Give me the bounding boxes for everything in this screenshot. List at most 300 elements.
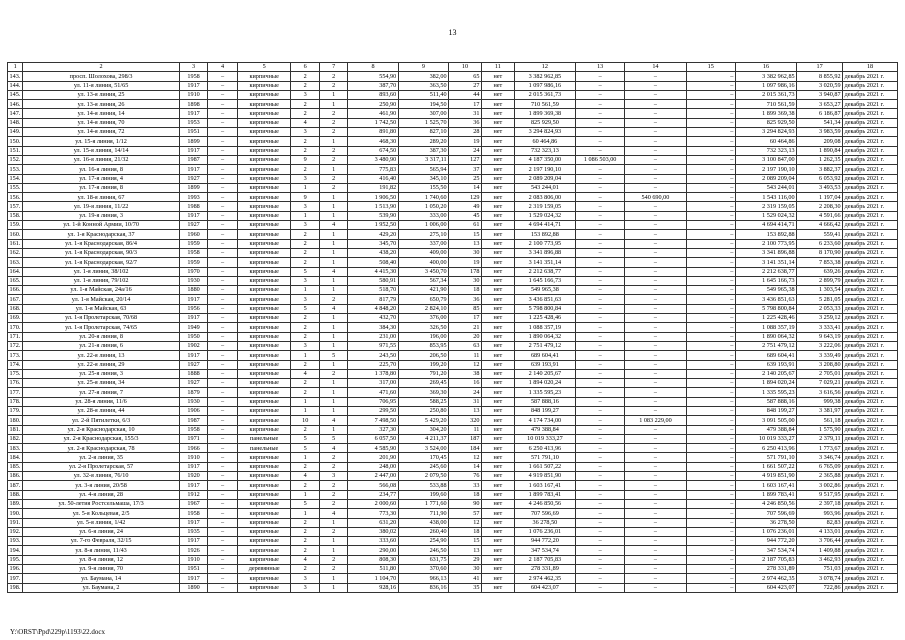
table-cell: ул. 17-я линия, 8 — [23, 183, 180, 192]
table-row — [8, 555, 898, 564]
table-cell: 197. — [8, 574, 23, 583]
table-cell: кирпичные — [237, 406, 291, 415]
table-cell: 639 193,91 — [735, 360, 796, 369]
table-cell: – — [208, 90, 238, 99]
table-cell: 689 604,41 — [514, 351, 575, 360]
table-cell: 1958 — [179, 509, 207, 518]
table-cell: панельные — [237, 444, 291, 453]
table-cell: 588,25 — [398, 397, 448, 406]
table-cell: нет — [481, 499, 514, 508]
table-cell: 1 — [319, 202, 347, 211]
table-cell: 2 — [319, 555, 347, 564]
table-cell: 1 083 229,00 — [625, 416, 686, 425]
table-cell: – — [208, 499, 238, 508]
table-cell: 248,00 — [348, 462, 398, 471]
table-cell: 944 772,20 — [735, 537, 796, 546]
table-cell: ул. 13-я линия, 25 — [23, 90, 180, 99]
table-cell: 149. — [8, 128, 23, 137]
table-cell: декабрь 2021 г. — [843, 397, 898, 406]
table-cell: – — [208, 211, 238, 220]
table-cell: – — [625, 248, 686, 257]
table-cell: – — [686, 472, 735, 481]
table-cell: 1917 — [179, 81, 207, 90]
table-cell: 587 888,16 — [735, 397, 796, 406]
table-cell: 817,79 — [348, 295, 398, 304]
table-cell: 2 — [291, 379, 319, 388]
table-cell: декабрь 2021 г. — [843, 425, 898, 434]
table-cell: 5 — [291, 444, 319, 453]
table-cell: 14 — [449, 462, 482, 471]
table-cell: – — [576, 341, 625, 350]
table-cell: – — [625, 221, 686, 230]
table-cell: нет — [481, 155, 514, 164]
table-cell: – — [625, 360, 686, 369]
table-cell: 1 — [291, 286, 319, 295]
table-cell: 1879 — [179, 388, 207, 397]
table-cell: 706,95 — [348, 397, 398, 406]
table-cell: – — [686, 100, 735, 109]
table-cell: 172. — [8, 341, 23, 350]
table-cell: нет — [481, 248, 514, 257]
table-cell: – — [625, 230, 686, 239]
table-cell: 1 890 064,32 — [514, 332, 575, 341]
table-cell: 198. — [8, 583, 23, 592]
table-cell: декабрь 2021 г. — [843, 518, 898, 527]
table-cell: декабрь 2021 г. — [843, 81, 898, 90]
table-cell: 511,40 — [398, 90, 448, 99]
table-cell: 1951 — [179, 128, 207, 137]
table-cell: 571 791,10 — [735, 453, 796, 462]
table-row — [8, 72, 898, 81]
table-cell: кирпичные — [237, 211, 291, 220]
table-cell: 438,00 — [398, 518, 448, 527]
table-cell: 181. — [8, 425, 23, 434]
table-cell: 1 — [319, 379, 347, 388]
table-cell: 4 — [319, 267, 347, 276]
table-cell: 178 — [449, 267, 482, 276]
table-cell: – — [208, 351, 238, 360]
table-cell: 3 — [319, 472, 347, 481]
table-cell: 2 365,88 — [797, 472, 843, 481]
table-cell: – — [625, 397, 686, 406]
table-cell: ул. 8-я линия, 12 — [23, 555, 180, 564]
table-cell: – — [576, 118, 625, 127]
table-cell: 710 561,59 — [514, 100, 575, 109]
table-cell: кирпичные — [237, 72, 291, 81]
table-cell: 186. — [8, 472, 23, 481]
table-cell: 1966 — [179, 444, 207, 453]
table-cell: – — [686, 183, 735, 192]
table-cell: 4 — [319, 444, 347, 453]
table-cell: – — [686, 397, 735, 406]
table-cell: ул. 2-я Краснодарская, 78 — [23, 444, 180, 453]
table-cell: – — [625, 109, 686, 118]
table-cell: 543 244,01 — [514, 183, 575, 192]
table-cell: 189. — [8, 499, 23, 508]
table-cell: декабрь 2021 г. — [843, 388, 898, 397]
table-cell: 20 — [449, 332, 482, 341]
table-cell: – — [576, 351, 625, 360]
table-cell: ул. 20-я линия, 8 — [23, 332, 180, 341]
table-cell: 2 974 462,35 — [735, 574, 796, 583]
table-cell: – — [208, 174, 238, 183]
table-cell: – — [625, 527, 686, 536]
table-cell: 1 — [319, 518, 347, 527]
table-cell: ул. 25-я линия, 34 — [23, 379, 180, 388]
table-cell: 1888 — [179, 369, 207, 378]
table-cell: 4 919 851,90 — [514, 472, 575, 481]
table-cell: – — [208, 202, 238, 211]
table-cell: – — [576, 537, 625, 546]
table-cell: – — [208, 546, 238, 555]
table-cell: – — [208, 444, 238, 453]
table-cell: 1 225 428,46 — [735, 314, 796, 323]
table-cell: 3 002,86 — [797, 481, 843, 490]
table-cell: – — [686, 118, 735, 127]
table-cell: 2 — [291, 546, 319, 555]
table-cell: – — [576, 295, 625, 304]
table-cell: – — [625, 509, 686, 518]
table-cell: декабрь 2021 г. — [843, 90, 898, 99]
table-cell: кирпичные — [237, 109, 291, 118]
table-cell: кирпичные — [237, 574, 291, 583]
table-cell: – — [208, 369, 238, 378]
table-cell: 2 — [319, 109, 347, 118]
table-row — [8, 295, 898, 304]
table-cell: 1951 — [179, 565, 207, 574]
table-cell: – — [208, 490, 238, 499]
table-cell: – — [625, 453, 686, 462]
table-cell: декабрь 2021 г. — [843, 583, 898, 592]
table-cell: 153 892,88 — [514, 230, 575, 239]
column-number-14: 14 — [625, 63, 686, 72]
table-cell: – — [576, 481, 625, 490]
table-cell: – — [686, 211, 735, 220]
table-cell: кирпичные — [237, 286, 291, 295]
column-number-11: 11 — [481, 63, 514, 72]
table-cell: 2 — [291, 388, 319, 397]
table-cell: – — [625, 72, 686, 81]
table-cell: 1 104,70 — [348, 574, 398, 583]
table-cell: 45 — [449, 211, 482, 220]
table-cell: 188. — [8, 490, 23, 499]
table-body — [8, 72, 898, 593]
table-cell: 2 — [319, 295, 347, 304]
table-cell: 566,08 — [348, 481, 398, 490]
table-cell: 1 543 116,00 — [735, 193, 796, 202]
table-cell: – — [686, 221, 735, 230]
table-cell: ул. 1-я Майская, 63 — [23, 304, 180, 313]
table-cell: 2 089 209,04 — [514, 174, 575, 183]
table-cell: 1 076 236,01 — [514, 527, 575, 536]
table-cell: 1 603 167,41 — [514, 481, 575, 490]
table-cell: 1949 — [179, 323, 207, 332]
table-cell: – — [625, 574, 686, 583]
table-cell: 1 — [291, 183, 319, 192]
table-cell: – — [625, 406, 686, 415]
table-cell: – — [208, 276, 238, 285]
table-cell: 1 890 064,32 — [735, 332, 796, 341]
table-cell: 944 772,20 — [514, 537, 575, 546]
table-cell: 732 323,13 — [735, 146, 796, 155]
table-cell: 347 534,74 — [514, 546, 575, 555]
column-number-12: 12 — [514, 63, 575, 72]
table-cell: нет — [481, 165, 514, 174]
table-row — [8, 434, 898, 443]
table-cell: 554,90 — [348, 72, 398, 81]
table-cell: 1 335 595,23 — [514, 388, 575, 397]
table-cell: 6 250 413,96 — [514, 444, 575, 453]
table-cell: 150. — [8, 137, 23, 146]
table-cell: 5 798 800,84 — [735, 304, 796, 313]
table-cell: – — [208, 425, 238, 434]
table-cell: ул. 14-я линия, 70 — [23, 118, 180, 127]
table-cell: ул. 25-я линия, 3 — [23, 369, 180, 378]
table-cell: 199,20 — [398, 360, 448, 369]
table-row — [8, 165, 898, 174]
table-cell: 191,82 — [348, 183, 398, 192]
table-cell: – — [625, 118, 686, 127]
table-cell: 304,20 — [398, 425, 448, 434]
table-cell: 1 899 369,38 — [514, 109, 575, 118]
table-cell: нет — [481, 462, 514, 471]
table-cell: нет — [481, 323, 514, 332]
table-row — [8, 276, 898, 285]
table-row — [8, 174, 898, 183]
table-cell: 1 — [319, 100, 347, 109]
table-cell: 1890 — [179, 583, 207, 592]
table-cell: – — [576, 109, 625, 118]
table-cell: – — [686, 341, 735, 350]
column-number-18: 18 — [843, 63, 898, 72]
table-cell: нет — [481, 137, 514, 146]
table-cell: 17 — [449, 100, 482, 109]
table-cell: 2 — [291, 527, 319, 536]
table-cell: нет — [481, 183, 514, 192]
table-row — [8, 304, 898, 313]
table-cell: декабрь 2021 г. — [843, 323, 898, 332]
table-cell: 1917 — [179, 295, 207, 304]
table-cell: нет — [481, 341, 514, 350]
table-row — [8, 444, 898, 453]
table-cell: 751,03 — [797, 565, 843, 574]
table-cell: 3 141 351,14 — [735, 258, 796, 267]
table-cell: 145. — [8, 90, 23, 99]
table-cell: 4 919 851,90 — [735, 472, 796, 481]
table-cell: ул. 2-й Пятилетки, 6/3 — [23, 416, 180, 425]
table-cell: – — [686, 490, 735, 499]
table-cell: 184 — [449, 444, 482, 453]
table-cell: ул. Баумана, 14 — [23, 574, 180, 583]
table-cell: 993,96 — [797, 509, 843, 518]
table-cell: нет — [481, 472, 514, 481]
table-cell: ул. 17-я линия, 4 — [23, 174, 180, 183]
table-cell: 326,50 — [398, 323, 448, 332]
table-cell: 151. — [8, 146, 23, 155]
table-cell: – — [686, 314, 735, 323]
table-cell: кирпичные — [237, 314, 291, 323]
table-cell: 2 — [319, 490, 347, 499]
table-cell: 9 643,19 — [797, 332, 843, 341]
table-cell: кирпичные — [237, 230, 291, 239]
table-cell: кирпичные — [237, 462, 291, 471]
column-number-1: 1 — [8, 63, 23, 72]
table-cell: 10 — [291, 416, 319, 425]
table-row — [8, 248, 898, 257]
table-cell: 4 211,37 — [398, 434, 448, 443]
table-cell: – — [625, 314, 686, 323]
table-cell: – — [576, 379, 625, 388]
table-cell: 1 — [319, 193, 347, 202]
table-cell: 1917 — [179, 109, 207, 118]
table-cell: – — [576, 546, 625, 555]
table-cell: 1927 — [179, 221, 207, 230]
column-number-4: 4 — [208, 63, 238, 72]
table-cell: 174. — [8, 360, 23, 369]
table-cell: 269,45 — [398, 379, 448, 388]
table-cell: декабрь 2021 г. — [843, 499, 898, 508]
table-cell: 639 193,91 — [514, 360, 575, 369]
table-cell: – — [686, 155, 735, 164]
table-cell: декабрь 2021 г. — [843, 332, 898, 341]
table-cell: декабрь 2021 г. — [843, 230, 898, 239]
table-cell: кирпичные — [237, 546, 291, 555]
table-cell: декабрь 2021 г. — [843, 462, 898, 471]
table-cell: 1 771,60 — [398, 499, 448, 508]
table-cell: нет — [481, 406, 514, 415]
table-cell: 1967 — [179, 499, 207, 508]
table-cell: 1912 — [179, 490, 207, 499]
table-cell: 49 — [449, 202, 482, 211]
table-cell: 60 464,86 — [514, 137, 575, 146]
table-cell: 154. — [8, 174, 23, 183]
table-cell: – — [576, 388, 625, 397]
table-cell: 82,83 — [797, 518, 843, 527]
table-cell: 191. — [8, 518, 23, 527]
table-cell: ул. 22-я линия, 29 — [23, 360, 180, 369]
table-cell: – — [686, 434, 735, 443]
table-cell: нет — [481, 490, 514, 499]
table-cell: 1953 — [179, 118, 207, 127]
table-row — [8, 425, 898, 434]
table-cell: – — [576, 221, 625, 230]
table-cell: 1917 — [179, 481, 207, 490]
table-cell: 1910 — [179, 555, 207, 564]
table-cell: 3 436 851,63 — [735, 295, 796, 304]
table-cell: – — [686, 574, 735, 583]
table-cell: 2 140 205,67 — [735, 369, 796, 378]
table-row — [8, 267, 898, 276]
table-cell: 5 429,20 — [398, 416, 448, 425]
table-cell: 12 — [449, 360, 482, 369]
table-cell: 333,00 — [398, 211, 448, 220]
table-cell: 19 — [449, 137, 482, 146]
table-cell: – — [576, 100, 625, 109]
table-cell: 2 824,10 — [398, 304, 448, 313]
table-cell: 2 083 806,00 — [514, 193, 575, 202]
table-cell: 363,50 — [398, 81, 448, 90]
table-cell: 153. — [8, 165, 23, 174]
table-cell: – — [625, 481, 686, 490]
table-cell: 61 — [449, 221, 482, 230]
table-cell: 152. — [8, 155, 23, 164]
table-cell: 1930 — [179, 276, 207, 285]
table-cell: нет — [481, 146, 514, 155]
table-cell: 3 — [291, 174, 319, 183]
table-cell: 1927 — [179, 360, 207, 369]
table-cell: – — [208, 221, 238, 230]
table-cell: 1 899 783,41 — [514, 490, 575, 499]
table-cell: 3 382 962,85 — [735, 72, 796, 81]
table-cell: – — [625, 211, 686, 220]
table-cell: 580,91 — [348, 276, 398, 285]
table-cell: 891,80 — [348, 128, 398, 137]
table-cell: кирпичные — [237, 388, 291, 397]
table-cell: 4 — [291, 118, 319, 127]
table-cell: 144. — [8, 81, 23, 90]
table-cell: – — [576, 286, 625, 295]
table-cell: декабрь 2021 г. — [843, 128, 898, 137]
table-cell: 1 773,67 — [797, 444, 843, 453]
table-cell: ул. 1-я линия, 38/102 — [23, 267, 180, 276]
table-cell: декабрь 2021 г. — [843, 267, 898, 276]
table-cell: 1960 — [179, 230, 207, 239]
table-cell: 1 — [319, 583, 347, 592]
table-cell: 1 529 024,32 — [514, 211, 575, 220]
table-cell: деревянные — [237, 565, 291, 574]
table-cell: 1 952,50 — [348, 221, 398, 230]
table-cell: 194. — [8, 546, 23, 555]
table-cell: – — [686, 546, 735, 555]
table-cell: – — [686, 304, 735, 313]
table-cell: – — [686, 137, 735, 146]
table-cell: 3 341 896,88 — [514, 248, 575, 257]
table-cell: нет — [481, 286, 514, 295]
table-cell: 190. — [8, 509, 23, 518]
table-cell: 1 — [319, 406, 347, 415]
table-cell: 299,50 — [348, 406, 398, 415]
table-cell: 461,90 — [348, 109, 398, 118]
table-cell: кирпичные — [237, 221, 291, 230]
table-cell: 631,75 — [398, 555, 448, 564]
table-row — [8, 332, 898, 341]
table-cell: – — [576, 174, 625, 183]
table-cell: – — [208, 397, 238, 406]
table-cell: кирпичные — [237, 499, 291, 508]
table-cell: 158. — [8, 211, 23, 220]
table-cell: – — [208, 146, 238, 155]
column-number-8: 8 — [348, 63, 398, 72]
table-cell: – — [576, 360, 625, 369]
table-cell: 2 100 773,95 — [514, 239, 575, 248]
table-cell: – — [686, 369, 735, 378]
table-cell: 518,70 — [348, 286, 398, 295]
table-cell: 13 — [449, 239, 482, 248]
table-cell: 2 212 638,77 — [735, 267, 796, 276]
table-cell: декабрь 2021 г. — [843, 351, 898, 360]
table-cell: 2 — [291, 518, 319, 527]
table-cell: нет — [481, 546, 514, 555]
table-cell: кирпичные — [237, 276, 291, 285]
table-cell: 2 089 209,04 — [735, 174, 796, 183]
table-cell: – — [686, 165, 735, 174]
table-cell: 1 088 357,19 — [514, 323, 575, 332]
table-cell: 164. — [8, 267, 23, 276]
table-cell: 2 208,30 — [797, 202, 843, 211]
table-cell: 1 — [319, 165, 347, 174]
table-cell: 1988 — [179, 202, 207, 211]
table-row — [8, 546, 898, 555]
